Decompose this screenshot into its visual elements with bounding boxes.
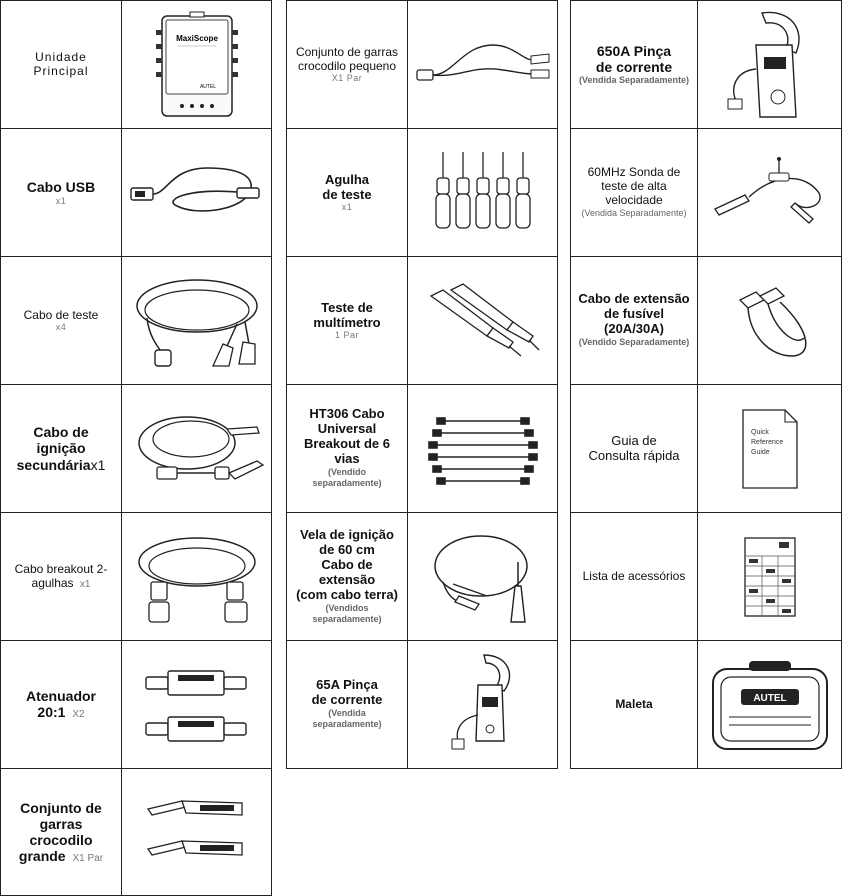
case-name: Maleta (615, 696, 653, 711)
usb-cable-image (127, 158, 267, 228)
multimeter-test-name-line1: Teste de (321, 299, 373, 315)
clamp-65a-image-cell (407, 640, 558, 769)
usb-cable-name: Cabo USB (26, 179, 96, 196)
large-clips-name-line1: Conjunto de (20, 799, 102, 816)
accessory-list-image (735, 532, 805, 622)
clamp-650a-name-line1: 650A Pinça (596, 42, 672, 59)
ht306-note-line1: (Vendido (328, 467, 366, 478)
spark-plug-note-line1: (Vendidos (325, 602, 369, 613)
multimeter-test-label-cell (286, 256, 408, 385)
usb-cable-label-cell (0, 128, 122, 257)
test-cable-name: Cabo de teste (23, 307, 99, 322)
needle-image-cell (407, 128, 558, 257)
large-clips-image (142, 787, 252, 877)
large-clips-name-line2: garras (39, 815, 83, 832)
multimeter-test-name-line2: multímetro (313, 314, 381, 330)
fuse-cable-name-line2: de fusível (604, 306, 664, 322)
ignition-cable-qty: x1 (90, 456, 106, 473)
fuse-cable-image (720, 276, 820, 366)
attenuator-label-cell (0, 640, 122, 769)
breakout-2pin-name-line2: agulhas (31, 575, 74, 590)
breakout-2pin-qty: x1 (79, 578, 91, 590)
large-clips-label-cell (0, 768, 122, 896)
quick-guide-image-cell (697, 384, 842, 513)
probe-60mhz-image (705, 153, 835, 233)
spark-plug-name-line4: extensão (318, 571, 376, 587)
fuse-cable-name-line1: Cabo de extensão (578, 291, 690, 307)
ignition-cable-name-line2: ignição (36, 440, 86, 457)
usb-cable-qty: x1 (55, 195, 67, 206)
quick-guide-label-cell (570, 384, 698, 513)
breakout-2pin-label-cell (0, 512, 122, 641)
probe-60mhz-name-line3: velocidade (605, 192, 663, 207)
accessory-list-image-cell (697, 512, 842, 641)
needle-image (428, 148, 538, 238)
fuse-cable-label-cell (570, 256, 698, 385)
ignition-cable-name-line3: secundária (16, 456, 91, 473)
quick-guide-name-line1: Guia de (611, 432, 657, 448)
breakout-2pin-image-cell (121, 512, 272, 641)
clamp-650a-name-line2: de corrente (595, 58, 673, 75)
ht306-label-cell (286, 384, 408, 513)
guide-doc-line1: Quick (750, 428, 769, 436)
clamp-65a-note-line1: (Vendida (328, 708, 366, 719)
large-clips-name-line3: crocodilo (29, 831, 93, 848)
ht306-name-line1: HT306 Cabo (309, 406, 385, 422)
accessory-list-name: Lista de acessórios (582, 568, 686, 583)
ht306-image-cell (407, 384, 558, 513)
case-image-cell (697, 640, 842, 769)
clamp-650a-note: (Vendida Separadamente) (578, 74, 690, 85)
clamp-65a-label-cell (286, 640, 408, 769)
needle-name-line2: de teste (322, 186, 372, 202)
quick-guide-image (735, 404, 805, 494)
ignition-cable-image (127, 399, 267, 499)
small-clips-image (413, 30, 553, 100)
main-unit-name: Unidade Principal (33, 49, 89, 78)
probe-60mhz-label-cell (570, 128, 698, 257)
probe-60mhz-note: (Vendida Separadamente) (581, 207, 687, 218)
probe-60mhz-name-line1: 60MHz Sonda de (587, 165, 681, 180)
multimeter-test-image (423, 276, 543, 366)
breakout-2pin-name-line1: Cabo breakout 2- (14, 561, 108, 576)
test-cable-image (127, 266, 267, 376)
small-clips-name-line1: Conjunto de garras (295, 44, 399, 59)
spark-plug-image-cell (407, 512, 558, 641)
test-cable-label-cell (0, 256, 122, 385)
small-clips-label-cell (286, 0, 408, 129)
clamp-650a-image-cell (697, 0, 842, 129)
ignition-cable-label-cell (0, 384, 122, 513)
breakout-2pin-image (127, 522, 267, 632)
spark-plug-note-line2: separadamente) (312, 613, 382, 624)
ht306-note-line2: separadamente) (312, 478, 382, 489)
fuse-cable-image-cell (697, 256, 842, 385)
test-cable-image-cell (121, 256, 272, 385)
small-clips-name-line2: crocodilo pequeno (297, 58, 397, 73)
multimeter-test-qty: 1 Par (334, 330, 359, 341)
spark-plug-image (423, 522, 543, 632)
clamp-65a-note-line2: separadamente) (312, 719, 382, 730)
attenuator-name-line2: 20:1 (37, 704, 66, 721)
guide-doc-line2: Reference (750, 438, 783, 446)
ignition-cable-name-line1: Cabo de (33, 424, 89, 441)
test-cable-qty: x4 (55, 322, 67, 333)
case-image (705, 655, 835, 755)
probe-60mhz-name-line2: teste de alta (601, 178, 667, 193)
case-brand-text: AUTEL (752, 692, 787, 704)
main-unit-image-cell (121, 0, 272, 129)
spark-plug-label-cell (286, 512, 408, 641)
ht306-name-line4: vias (334, 451, 360, 467)
spark-plug-name-line1: Vela de ignição (300, 526, 394, 542)
needle-label-cell (286, 128, 408, 257)
device-brand-text: MaxiScope (175, 33, 218, 43)
guide-doc-line3: Guide (750, 448, 770, 456)
needle-qty: x1 (341, 202, 353, 213)
clamp-65a-name-line1: 65A Pinça (316, 677, 378, 693)
attenuator-image (142, 655, 252, 755)
large-clips-image-cell (121, 768, 272, 896)
needle-name-line1: Agulha (324, 171, 370, 187)
spark-plug-name-line3: Cabo de (321, 556, 373, 572)
quick-guide-name-line2: Consulta rápida (588, 447, 680, 463)
spark-plug-name-line2: de 60 cm (319, 541, 375, 557)
attenuator-image-cell (121, 640, 272, 769)
ht306-image (423, 409, 543, 489)
probe-60mhz-image-cell (697, 128, 842, 257)
clamp-65a-image (438, 645, 528, 765)
clamp-650a-image (720, 5, 820, 125)
fuse-cable-name-line3: (20A/30A) (604, 321, 664, 337)
case-label-cell (570, 640, 698, 769)
ht306-name-line2: Universal (317, 421, 377, 437)
multimeter-test-image-cell (407, 256, 558, 385)
small-clips-image-cell (407, 0, 558, 129)
main-unit-label-cell (0, 0, 122, 129)
main-unit-image (152, 10, 242, 120)
clamp-650a-label-cell (570, 0, 698, 129)
clamp-65a-name-line2: de corrente (311, 692, 383, 708)
ht306-name-line3: Breakout de 6 (304, 436, 390, 452)
accessory-list-label-cell (570, 512, 698, 641)
fuse-cable-note: (Vendido Separadamente) (578, 337, 690, 348)
device-logo-text: AUTEL (199, 83, 216, 90)
large-clips-qty: X1 Par (72, 852, 104, 864)
attenuator-qty: X2 (72, 709, 85, 721)
spark-plug-name-line5: (com cabo terra) (296, 586, 398, 602)
large-clips-name-line4: grande (18, 847, 66, 864)
attenuator-name-line1: Atenuador (26, 688, 96, 705)
usb-cable-image-cell (121, 128, 272, 257)
small-clips-qty: X1 Par (331, 73, 363, 84)
ignition-cable-image-cell (121, 384, 272, 513)
